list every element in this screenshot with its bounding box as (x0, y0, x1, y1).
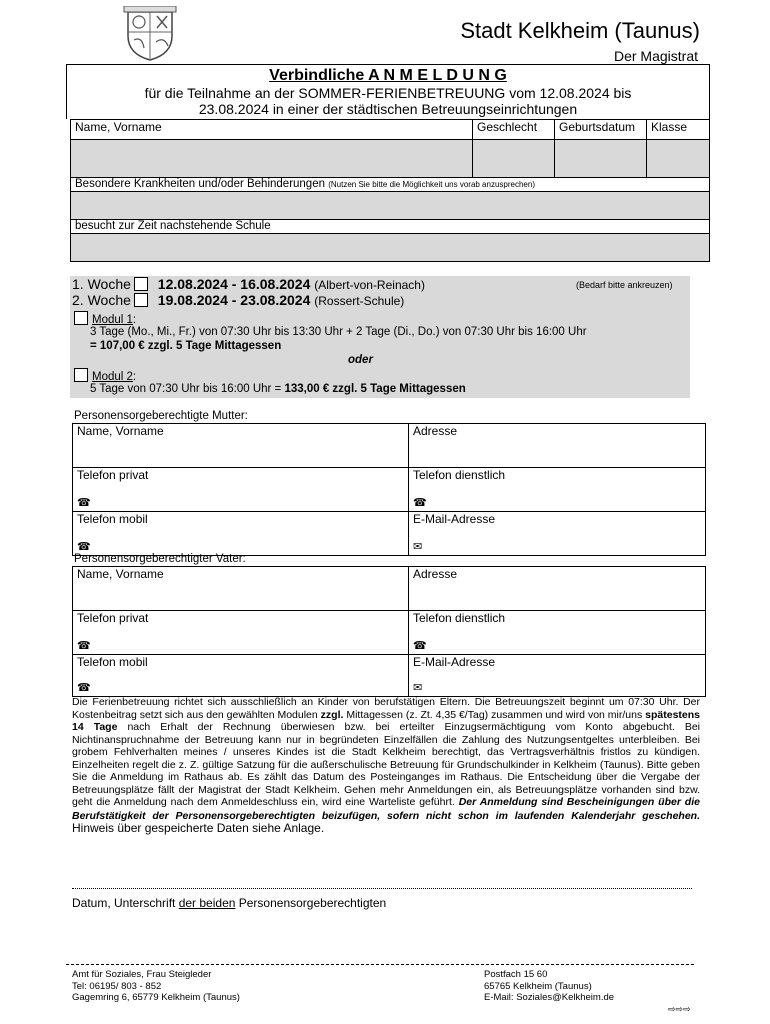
modul1-row: Modul 1: (74, 311, 136, 326)
phone-icon: ☎ (77, 497, 91, 509)
father-heading: Personensorgeberechtigter Vater: (74, 553, 246, 565)
signature-prefix: Datum, Unterschrift (72, 896, 179, 910)
week1-place: (Albert-von-Reinach) (314, 278, 425, 292)
illness-label-row (71, 178, 710, 192)
father-email-field[interactable] (409, 655, 706, 697)
week1-dates: 12.08.2024 - 16.08.2024 (157, 276, 311, 292)
mother-name-label: Name, Vorname (77, 424, 164, 438)
signature-suffix: Personensorgeberechtigten (235, 896, 387, 910)
signature-line[interactable] (72, 888, 692, 889)
modul1-checkbox[interactable] (74, 311, 88, 325)
child-gender-field[interactable] (473, 140, 555, 178)
modul1-text: 3 Tage (Mo., Mi., Fr.) von 07:30 Uhr bis 13:30 Uhr + 2 Tage (Di., Do.) von 07:30 Uhr bis 16:00 Uhr (90, 326, 587, 338)
footer-address: Gagemring 6, 65779 Kelkheim (Taunus) (72, 992, 240, 1003)
mother-address-label: Adresse (413, 424, 458, 438)
footer-office: Amt für Soziales, Frau Steigleder (72, 969, 212, 980)
form-title-box (66, 64, 710, 119)
father-table (72, 566, 706, 697)
city-name: Stadt Kelkheim (Taunus) (460, 18, 700, 43)
office-name: Der Magistrat (613, 48, 698, 64)
father-phone-mobile-field[interactable] (73, 655, 409, 697)
father-address-field[interactable] (409, 567, 706, 611)
mother-phone-mobile-label: Telefon mobil (77, 512, 148, 526)
week-hint: (Bedarf bitte ankreuzen) (576, 280, 673, 290)
terms-bold-2: spätestens 14 Tage (72, 708, 700, 733)
signature-caption (72, 896, 386, 910)
footer-email: E-Mail: Soziales@Kelkheim.de (484, 992, 615, 1003)
child-gender-label: Geschlecht (473, 120, 555, 140)
week2-place: (Rossert-Schule) (314, 294, 405, 308)
city-seal-icon (122, 6, 178, 62)
father-phone-private-label: Telefon privat (77, 611, 149, 625)
father-address-label: Adresse (413, 567, 458, 581)
form-subtitle-2: 23.08.2024 in einer der städtischen Betreuungseinrichtungen (198, 101, 578, 117)
mother-phone-private-field[interactable] (73, 468, 409, 512)
week2-label: 2. Woche (72, 292, 131, 308)
illness-note: (Nutzen Sie bitte die Möglichkeit uns vorab anzusprechen) (328, 180, 535, 189)
week2-row (72, 292, 404, 308)
mother-phone-work-label: Telefon dienstlich (413, 468, 506, 482)
father-phone-work-label: Telefon dienstlich (413, 611, 506, 625)
modul2-label: Modul 2 (92, 371, 133, 383)
footer-divider (66, 964, 694, 965)
terms-paragraph (72, 696, 700, 836)
illness-label: Besondere Krankheiten und/oder Behinderungen (75, 178, 325, 190)
mother-phone-work-field[interactable] (409, 468, 706, 512)
weeks-section (70, 276, 690, 398)
form-title: Verbindliche A N M E L D U N G (269, 67, 507, 84)
child-class-field[interactable] (647, 140, 710, 178)
continue-arrows-icon: ⇨⇨⇨ (668, 1004, 691, 1014)
father-phone-work-field[interactable] (409, 611, 706, 655)
terms-bold-3: Der Anmeldung sind Bescheinigungen über die Berufstätigkeit der Personensorgeberechtigten beizufügen, sofern nicht schon im laufenden Kalenderjahr geschehen. (72, 796, 700, 822)
illness-field[interactable] (71, 192, 710, 220)
phone-icon: ☎ (413, 497, 427, 509)
terms-text-4: Hinweis über gespeicherte Daten siehe Anlage. (72, 821, 325, 835)
terms-text-2: Mittagessen (z. Zt. 4,35 €/Tag) zusammen und wird von mir/uns (343, 708, 646, 721)
modul2-text: 5 Tage von 07:30 Uhr bis 16:00 Uhr = (90, 383, 285, 395)
father-name-label: Name, Vorname (77, 567, 164, 581)
father-phone-mobile-label: Telefon mobil (77, 655, 148, 669)
mother-email-field[interactable] (409, 512, 706, 556)
mother-heading: Personensorgeberechtigte Mutter: (74, 410, 248, 422)
terms-text-1: Die Ferienbetreuung richtet sich ausschließlich an Kinder von berufstätigen Eltern. Die Betreuungszeit beginnt um 07:30 Uhr. Der Kostenbeitrag setzt sich aus den gewählten Modulen (72, 696, 700, 721)
father-email-label: E-Mail-Adresse (413, 655, 496, 669)
email-icon: ✉ (413, 541, 423, 553)
modul2-row-text (90, 383, 466, 395)
footer-right (484, 969, 614, 1004)
school-field[interactable] (71, 234, 710, 262)
mother-address-field[interactable] (409, 424, 706, 468)
mother-table (72, 423, 706, 556)
modul1-label: Modul 1 (92, 314, 133, 326)
father-name-field[interactable] (73, 567, 409, 611)
mother-name-field[interactable] (73, 424, 409, 468)
phone-icon: ☎ (413, 640, 427, 652)
mother-phone-mobile-field[interactable] (73, 512, 409, 556)
week2-dates: 19.08.2024 - 23.08.2024 (157, 292, 311, 308)
terms-bold-1: zzgl. (320, 708, 344, 721)
footer-left (72, 969, 240, 1004)
child-birth-field[interactable] (555, 140, 647, 178)
child-name-label: Name, Vorname (71, 120, 473, 140)
mother-email-label: E-Mail-Adresse (413, 512, 496, 526)
week1-row (72, 276, 425, 292)
modul1-price: = 107,00 € zzgl. 5 Tage Mittagessen (90, 340, 282, 352)
child-class-label: Klasse (647, 120, 710, 140)
father-phone-private-field[interactable] (73, 611, 409, 655)
modul2-checkbox[interactable] (74, 368, 88, 382)
child-info-table (70, 119, 710, 262)
signature-underlined: der beiden (178, 896, 236, 910)
modul-or: oder (348, 354, 373, 366)
modul2-price: 133,00 € zzgl. 5 Tage Mittagessen (284, 383, 466, 395)
email-icon: ✉ (413, 682, 423, 694)
phone-icon: ☎ (77, 682, 91, 694)
week1-checkbox[interactable] (134, 277, 148, 291)
child-name-field[interactable] (71, 140, 473, 178)
week2-checkbox[interactable] (134, 293, 148, 307)
terms-text-3: nach Erhalt der Rechnung überwiesen bzw. bei erteilter Einzugsermächtigung vom Konto abgebucht. Bei Nichtinanspruchnahme der Betreuung kann nur in begründeten Einzelfällen die Zahlung des Nutzungsentgeltes unterbleiben. Bei grobem Fehlverhalten meines / unseres Kindes ist die Stadt Kelkheim berechtigt, das Vertragsverhältnis fristlos zu kündigen. Einzelheiten regelt die z. Z. gültige Satzung für die außerschulische Betreuung für Grundschulkinder in Kelkheim (Taunus). Bitte geben Sie die Anmeldung im Rathaus ab. Es zählt das Datum des Posteinganges im Rathaus. Die Entscheidung über die Vergabe der Betreuungsplätze fällt der Magistrat der Stadt Kelkheim. Gehen mehr Anmeldungen ein, als Betreuungsplätze vorhanden sind bzw. geht die Anmeldung nach dem Anmeldeschluss ein, wird eine Warteliste geführt. (72, 721, 701, 808)
school-label: besucht zur Zeit nachstehende Schule (71, 220, 710, 234)
modul2-row: Modul 2: (74, 368, 136, 383)
footer-phone: Tel: 06195/ 803 - 852 (72, 980, 162, 992)
phone-icon: ☎ (77, 541, 91, 553)
footer-city: 65765 Kelkheim (Taunus) (484, 980, 592, 992)
week1-label: 1. Woche (72, 276, 131, 292)
mother-phone-private-label: Telefon privat (77, 468, 149, 482)
footer-postbox: Postfach 15 60 (484, 969, 548, 980)
child-birth-label: Geburtsdatum (555, 120, 647, 140)
form-subtitle-1: für die Teilnahme an der SOMMER-FERIENBETREUUNG vom 12.08.2024 bis (144, 85, 632, 101)
phone-icon: ☎ (77, 640, 91, 652)
